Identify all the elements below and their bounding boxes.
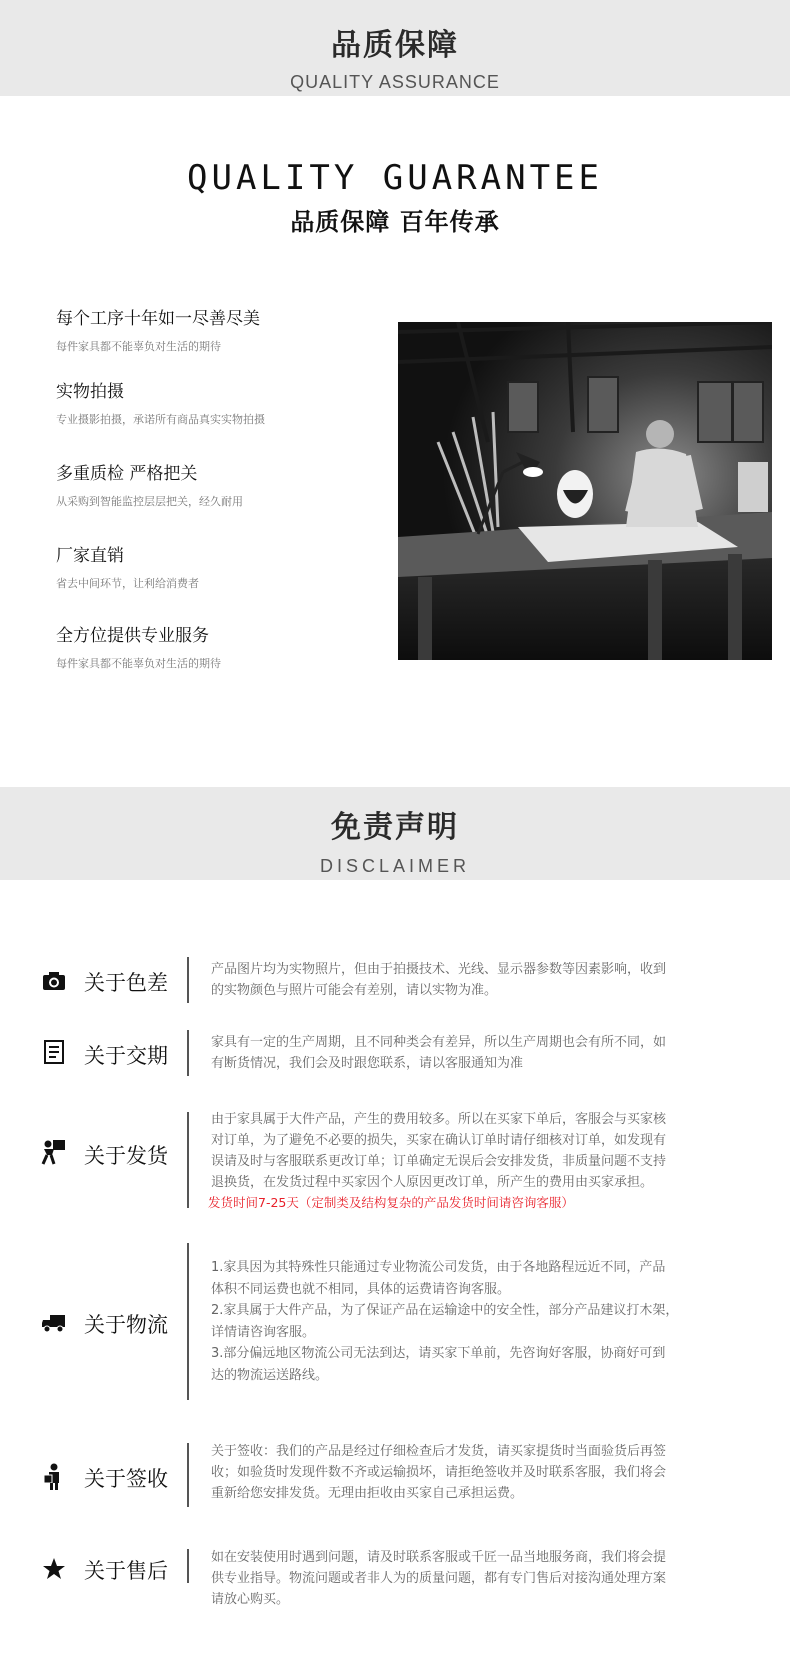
text-line: 详情请咨询客服。 xyxy=(211,1324,316,1340)
disclaimer-item-receipt xyxy=(0,1441,790,1511)
disclaimer-text xyxy=(211,1109,731,1193)
star-icon xyxy=(40,1555,68,1583)
text-line: 对订单，为了避免不必要的损失，买家在确认订单时请仔细核对订单，如发现有 xyxy=(211,1133,667,1148)
feature-subtitle: 每件家具都不能辜负对生活的期待 xyxy=(56,657,221,670)
feature-subtitle: 每件家具都不能辜负对生活的期待 xyxy=(56,340,221,353)
text-line: 达的物流运送路线。 xyxy=(211,1367,329,1383)
delivery-person-icon xyxy=(40,1138,68,1166)
disclaimer-text xyxy=(211,1257,731,1386)
disclaimer-item-aftersales xyxy=(0,1547,790,1613)
disclaimer-label: 关于发货 xyxy=(84,1144,168,1168)
disclaimer-header-band xyxy=(0,787,790,880)
disclaimer-label: 关于交期 xyxy=(84,1044,168,1068)
quality-title-cn: 品质保障 xyxy=(331,28,459,63)
divider xyxy=(187,1243,189,1400)
disclaimer-label: 关于签收 xyxy=(84,1467,168,1491)
disclaimer-item-shipping xyxy=(0,1112,790,1216)
text-line: 请放心购买。 xyxy=(211,1592,290,1607)
text-line: 产品图片均为实物照片，但由于拍摄技术、光线、显示器参数等因素影响，收到 xyxy=(211,962,667,977)
divider xyxy=(187,1443,189,1507)
divider xyxy=(187,1112,189,1208)
document-list-icon xyxy=(40,1038,68,1066)
disclaimer-label: 关于色差 xyxy=(84,971,168,995)
text-line: 如在安装使用时遇到问题，请及时联系客服或千匠一品当地服务商，我们将会提 xyxy=(211,1550,667,1565)
disclaimer-title-cn: 免责声明 xyxy=(331,810,459,845)
text-line: 1.家具因为其特殊性只能通过专业物流公司发货，由于各地路程远近不同，产品 xyxy=(211,1260,666,1275)
shipping-time-note: 发货时间7-25天（定制类及结构复杂的产品发货时间请咨询客服） xyxy=(208,1195,574,1210)
divider xyxy=(187,957,189,1003)
disclaimer-text xyxy=(211,959,731,1001)
text-line: 由于家具属于大件产品，产生的费用较多。所以在买家下单后，客服会与买家核 xyxy=(211,1112,667,1127)
feature-title: 全方位提供专业服务 xyxy=(56,626,209,646)
disclaimer-label: 关于物流 xyxy=(84,1313,168,1337)
feature-item xyxy=(56,377,386,427)
text-line: 的实物颜色与照片可能会有差别，请以实物为准。 xyxy=(211,983,498,998)
text-line: 3.部分偏远地区物流公司无法到达，请买家下单前，先咨询好客服，协商好可到 xyxy=(211,1346,666,1361)
feature-title: 多重质检 严格把关 xyxy=(56,464,198,484)
quality-title-en: QUALITY ASSURANCE xyxy=(290,72,500,92)
feature-subtitle: 从采购到智能监控层层把关，经久耐用 xyxy=(56,495,243,508)
disclaimer-label: 关于售后 xyxy=(84,1559,168,1583)
text-line: 退换货，在发货过程中买家因个人原因更改订单，所产生的费用由买家承担。 xyxy=(211,1175,654,1190)
disclaimer-text xyxy=(211,1441,731,1504)
text-line: 供专业指导。物流问题或者非人为的质量问题，都有专门售后对接沟通处理方案 xyxy=(211,1571,667,1586)
feature-title: 实物拍摄 xyxy=(56,382,124,402)
quality-header-band xyxy=(0,0,790,96)
text-line: 2.家具属于大件产品，为了保证产品在运输途中的安全性，部分产品建议打木架， xyxy=(211,1303,679,1318)
quality-headline-cn: 品质保障 百年传承 xyxy=(290,208,500,236)
feature-title: 厂家直销 xyxy=(56,546,124,566)
person-package-icon xyxy=(40,1463,68,1491)
text-line: 重新给您安排发货。无理由拒收由买家自己承担运费。 xyxy=(211,1486,524,1501)
disclaimer-item-color xyxy=(0,955,790,1005)
disclaimer-text xyxy=(211,1547,731,1610)
quality-headline-en: QUALITY GUARANTEE xyxy=(187,158,603,198)
text-line: 关于签收：我们的产品是经过仔细检查后才发货，请买家提货时当面验货后再签 xyxy=(211,1444,667,1459)
feature-item xyxy=(56,304,386,354)
feature-title: 每个工序十年如一尽善尽美 xyxy=(56,309,260,329)
text-line: 收；如验货时发现件数不齐或运输损坏，请拒绝签收并及时联系客服，我们将会 xyxy=(211,1465,667,1480)
feature-item xyxy=(56,621,386,671)
feature-subtitle: 专业摄影拍摄，承诺所有商品真实实物拍摄 xyxy=(56,413,265,426)
text-line: 有断货情况，我们会及时跟您联系，请以客服通知为准 xyxy=(211,1056,524,1071)
feature-item xyxy=(56,459,386,509)
disclaimer-item-leadtime xyxy=(0,1028,790,1078)
disclaimer-title-en: DISCLAIMER xyxy=(319,856,471,876)
feature-subtitle: 省去中间环节，让利给消费者 xyxy=(56,577,199,590)
disclaimer-item-logistics xyxy=(0,1243,790,1403)
truck-icon xyxy=(40,1308,68,1336)
divider xyxy=(187,1030,189,1076)
text-line: 体积不同运费也就不相同，具体的运费请咨询客服。 xyxy=(211,1281,511,1297)
text-line: 误请及时与客服联系更改订单；订单确定无误后会安排发货，非质量问题不支持 xyxy=(211,1154,667,1169)
camera-icon xyxy=(40,967,68,995)
feature-item xyxy=(56,541,386,591)
text-line: 家具有一定的生产周期，且不同种类会有差异，所以生产周期也会有所不同，如 xyxy=(211,1035,667,1050)
workshop-photo xyxy=(398,322,772,660)
disclaimer-text xyxy=(211,1032,731,1074)
divider xyxy=(187,1549,189,1583)
